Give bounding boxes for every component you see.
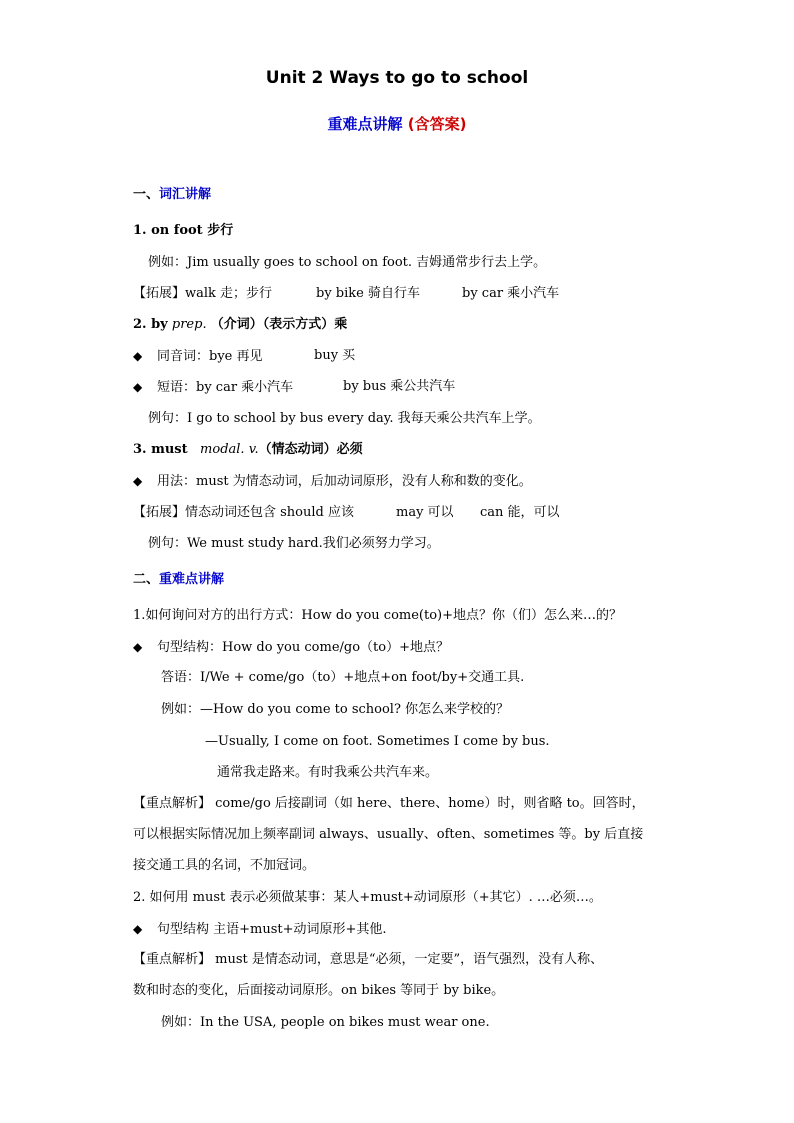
phrase-bus: by bus 乘公共汽车 [343,379,456,394]
section-title: 重难点讲解 [159,572,225,587]
vocab-item-2-example: 例句：I go to school by bus every day. 我每天乘公共汽车上学。 [148,411,541,426]
vocab-item-1-ext [133,285,272,303]
key-point-2-structure [133,920,387,939]
vocab-item-3-head [133,441,363,459]
section-title: 词汇讲解 [159,187,212,202]
key-point-2-example: 例如：In the USA, people on bikes must wear one. [161,1015,490,1030]
homophone-text: 同音词：bye 再见 [157,349,263,364]
subtitle-main: 重难点讲解 [327,115,403,133]
vocab-item-1-example: 例如：Jim usually goes to school on foot. 吉姆通常步行去上学。 [148,255,547,270]
section-heading-vocab [133,186,211,204]
vocab-item-2-phrase [133,378,293,397]
bullet-icon: ◆ [133,922,143,936]
bullet-icon: ◆ [133,640,143,654]
item-3-num: 3. must [133,442,188,457]
key-point-1-structure [133,638,449,657]
usage-text: 用法：must 为情态动词，后加动词原形，没有人称和数的变化。 [157,474,532,489]
vocab-item-1-head: 1. on foot 步行 [133,223,234,238]
key-point-2-analysis-1: 【重点解析】 must 是情态动词，意思是“必须，一定要”，语气强烈，没有人称、 [133,952,604,967]
item-2-num: 2. by [133,317,168,332]
section-number: 一、 [133,187,160,202]
key-point-1-question: 1.如何询问对方的出行方式：How do you come(to)+地点？你（们）怎么来…的？ [133,608,622,623]
key-point-1-example-3: 通常我走路来。有时我乘公共汽车来。 [217,765,439,780]
vocab-item-3-ext: 【拓展】情态动词还包含 should 应该 [133,505,354,520]
vocab-item-3-example: 例句：We must study hard.我们必须努力学习。 [148,536,440,551]
ext-can: can 能，可以 [480,505,560,520]
key-point-2-analysis-2: 数和时态的变化，后面接动词原形。on bikes 等同于 by bike。 [133,983,505,998]
subtitle-note: (含答案) [407,115,467,133]
key-point-1-analysis-2: 可以根据实际情况加上频率副词 always、usually、often、sometimes 等。by 后直接 [133,827,644,842]
page-subtitle [0,113,794,134]
ext-may: may 可以 [396,505,454,520]
key-point-2-question: 2. 如何用 must 表示必须做某事：某人+must+动词原形（+其它）. …必须…。 [133,890,602,905]
structure-text: 句型结构：How do you come/go（to）+地点？ [157,640,449,655]
item-2-pos: prep. [171,317,207,332]
ext-label: 【拓展】 [133,286,186,301]
structure-text: 句型结构 主语+must+动词原形+其他. [157,922,387,937]
key-point-1-example-1: 例如：—How do you come to school? 你怎么来学校的？ [161,702,510,717]
ext-bike: by bike 骑自行车 [316,286,420,301]
bullet-icon: ◆ [133,474,143,488]
bullet-icon: ◆ [133,380,143,394]
key-point-1-example-2: —Usually, I come on foot. Sometimes I come by bus. [205,734,550,749]
vocab-item-3-usage [133,472,532,491]
vocab-item-2-head [133,316,347,334]
page-title: Unit 2 Ways to go to school [265,68,529,88]
key-point-1-analysis-3: 接交通工具的名词，不加冠词。 [133,858,316,873]
key-point-1-analysis-1: 【重点解析】 come/go 后接副词（如 here、there、home）时，则省略 to。回答时， [133,796,645,811]
item-3-pos: modal. v. [200,442,259,457]
section-number: 二、 [133,572,160,587]
homophone-buy: buy 买 [314,348,356,363]
section-heading-key [133,571,224,589]
phrase-text: 短语：by car 乘小汽车 [157,380,294,395]
item-2-rest: （介词）（表示方式）乘 [210,317,348,332]
ext-walk: walk 走；步行 [185,286,273,301]
item-3-rest: （情态动词）必须 [258,442,363,457]
bullet-icon: ◆ [133,349,143,363]
key-point-1-answer: 答语：I/We + come/go（to）+地点+on foot/by+交通工具. [161,670,525,685]
ext-car: by car 乘小汽车 [462,286,560,301]
vocab-item-2-homophone [133,347,263,366]
